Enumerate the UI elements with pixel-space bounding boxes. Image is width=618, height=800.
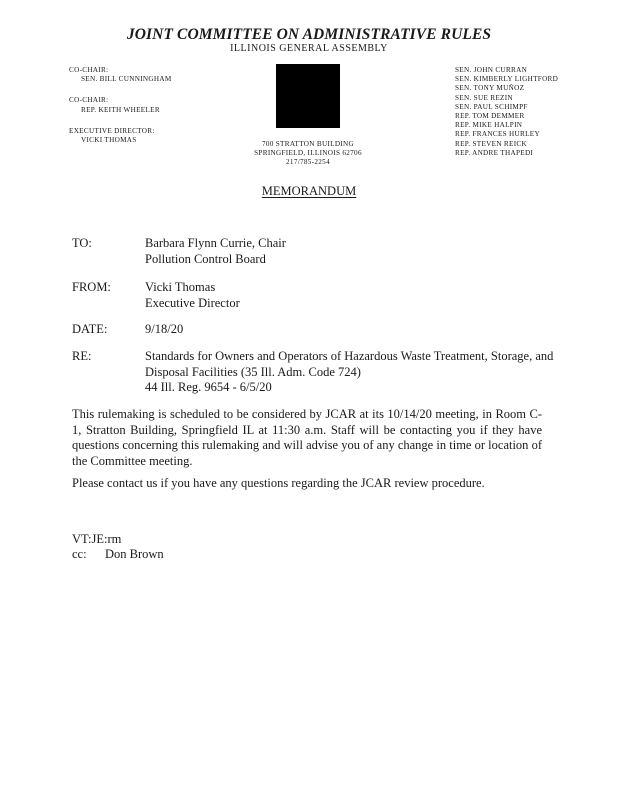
memo-heading — [0, 184, 618, 199]
re-line: Standards for Owners and Operators of Hazardous Waste Treatment, Storage, and — [145, 349, 554, 363]
body-paragraph: This rulemaking is scheduled to be considered by JCAR at its 10/14/20 meeting, in Room C-1, Stratton Building, Springfield IL at 11:30 a.m. Staff will be contacting you if they have questions concerning this rulemaking and will advise you of any change in time or location of the Committee meeting. — [72, 407, 542, 468]
document-title: JOINT COMMITTEE ON ADMINISTRATIVE RULES — [126, 26, 492, 43]
member-name: REP. STEVEN REICK — [455, 139, 527, 148]
member-name: SEN. SUE REZIN — [455, 93, 513, 102]
member-name: SEN. TONY MUÑOZ — [455, 84, 525, 93]
officer-role: EXECUTIVE DIRECTOR: — [69, 126, 155, 135]
address-line: 700 STRATTON BUILDING — [261, 140, 354, 148]
date-value: 9/18/20 — [145, 322, 184, 336]
from-line: Executive Director — [145, 295, 240, 310]
date-label: DATE: — [72, 322, 108, 336]
address-block — [236, 140, 380, 168]
to-value — [145, 236, 555, 267]
address-line: 217/785-2254 — [286, 158, 330, 167]
member-name: SEN. JOHN CURRAN — [455, 66, 528, 74]
address-line: SPRINGFIELD, ILLINOIS 62706 — [254, 149, 362, 158]
officer-name: SEN. BILL CUNNINGHAM — [81, 75, 172, 84]
cc-label: cc: — [72, 547, 87, 561]
member-name: REP. FRANCES HURLEY — [455, 130, 540, 139]
document-subtitle: ILLINOIS GENERAL ASSEMBLY — [230, 43, 388, 54]
member-name: SEN. PAUL SCHIMPF — [455, 102, 528, 111]
officer-name: REP. KEITH WHEELER — [81, 105, 160, 114]
typist-initials: VT:JE:rm — [72, 532, 122, 546]
member-name: REP. ANDRE THAPEDI — [455, 148, 534, 157]
re-label: RE: — [72, 349, 92, 363]
to-line: Pollution Control Board — [145, 251, 266, 266]
members-list — [455, 66, 615, 158]
member-name: REP. MIKE HALPIN — [455, 121, 523, 130]
member-name: SEN. KIMBERLY LIGHTFORD — [455, 75, 559, 84]
officers-block — [69, 66, 259, 157]
body-paragraph: Please contact us if you have any questions regarding the JCAR review procedure. — [72, 476, 485, 490]
member-name: REP. TOM DEMMER — [455, 112, 525, 121]
memo-title: MEMORANDUM — [261, 184, 357, 198]
officer-name: VICKI THOMAS — [81, 136, 137, 145]
to-label: TO: — [72, 236, 92, 250]
from-label: FROM: — [72, 280, 111, 294]
re-value — [145, 349, 555, 396]
from-line: Vicki Thomas — [145, 280, 216, 294]
to-line: Barbara Flynn Currie, Chair — [145, 236, 286, 250]
officer-role: CO-CHAIR: — [69, 66, 109, 74]
committee-seal — [276, 64, 340, 128]
from-value — [145, 280, 555, 311]
re-line: 44 Ill. Reg. 9654 - 6/5/20 — [145, 380, 272, 394]
officer-role: CO-CHAIR: — [69, 96, 109, 105]
cc-name: Don Brown — [105, 547, 164, 561]
re-line: Disposal Facilities (35 Ill. Adm. Code 724) — [145, 364, 361, 379]
